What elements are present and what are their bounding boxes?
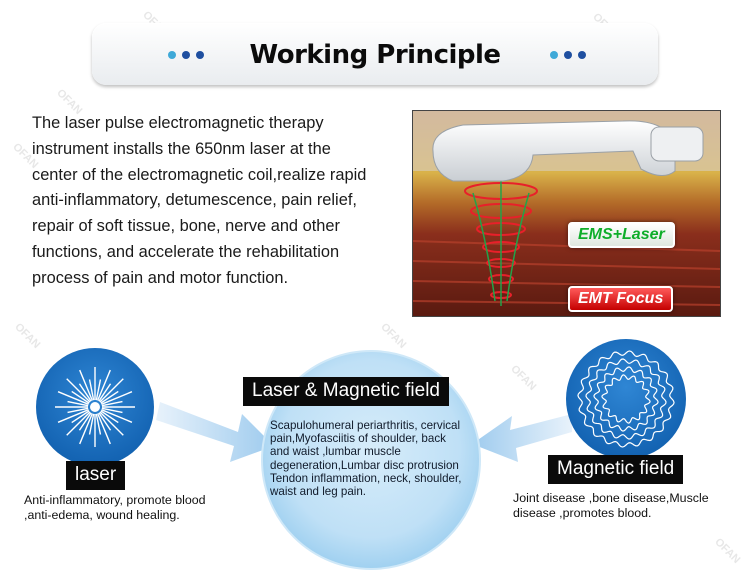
ems-laser-tag: EMS+Laser — [568, 222, 675, 248]
watermark: OFAN — [10, 140, 41, 172]
magnetic-circle — [566, 339, 686, 459]
watermark: OFAN — [378, 320, 409, 352]
page-title: Working Principle — [249, 40, 501, 70]
title-banner — [92, 23, 658, 85]
laser-magnetic-label: Laser & Magnetic field — [243, 377, 449, 406]
right-dots-icon — [550, 51, 586, 59]
laser-description: Anti-inflammatory, promote blood ,anti-edema, wound healing. — [24, 493, 206, 522]
laser-circle — [36, 348, 154, 466]
magnetic-description: Joint disease ,bone disease,Muscle disease ,promotes blood. — [513, 491, 709, 520]
intro-paragraph: The laser pulse electromagnetic therapy instrument installs the 650nm laser at the center of the electromagnetic coil,realize rapid anti-inflammatory, detumescence, pain relief, repair of soft tissue, bone, nerve and other functions, and accelerate the rehabilitation process of pain and motor function. — [32, 114, 367, 287]
device-illustration — [412, 110, 721, 317]
magnetic-field-label: Magnetic field — [548, 455, 683, 484]
emt-focus-tag: EMT Focus — [568, 286, 673, 312]
center-description: Scapulohumeral periarthritis, cervical pain,Myofasciitis of shoulder, back and waist ,lumbar muscle degeneration,Lumbar disc protrusion Tendon inflammation, neck, shoulder, waist and leg pain. — [270, 419, 462, 499]
magnetic-wave-icon — [566, 339, 686, 459]
watermark: OFAN — [712, 535, 743, 567]
laser-label: laser — [66, 461, 125, 490]
watermark: OFAN — [508, 362, 539, 394]
laser-burst-icon — [36, 348, 154, 466]
watermark: OFAN — [54, 86, 85, 118]
watermark: OFAN — [12, 320, 43, 352]
